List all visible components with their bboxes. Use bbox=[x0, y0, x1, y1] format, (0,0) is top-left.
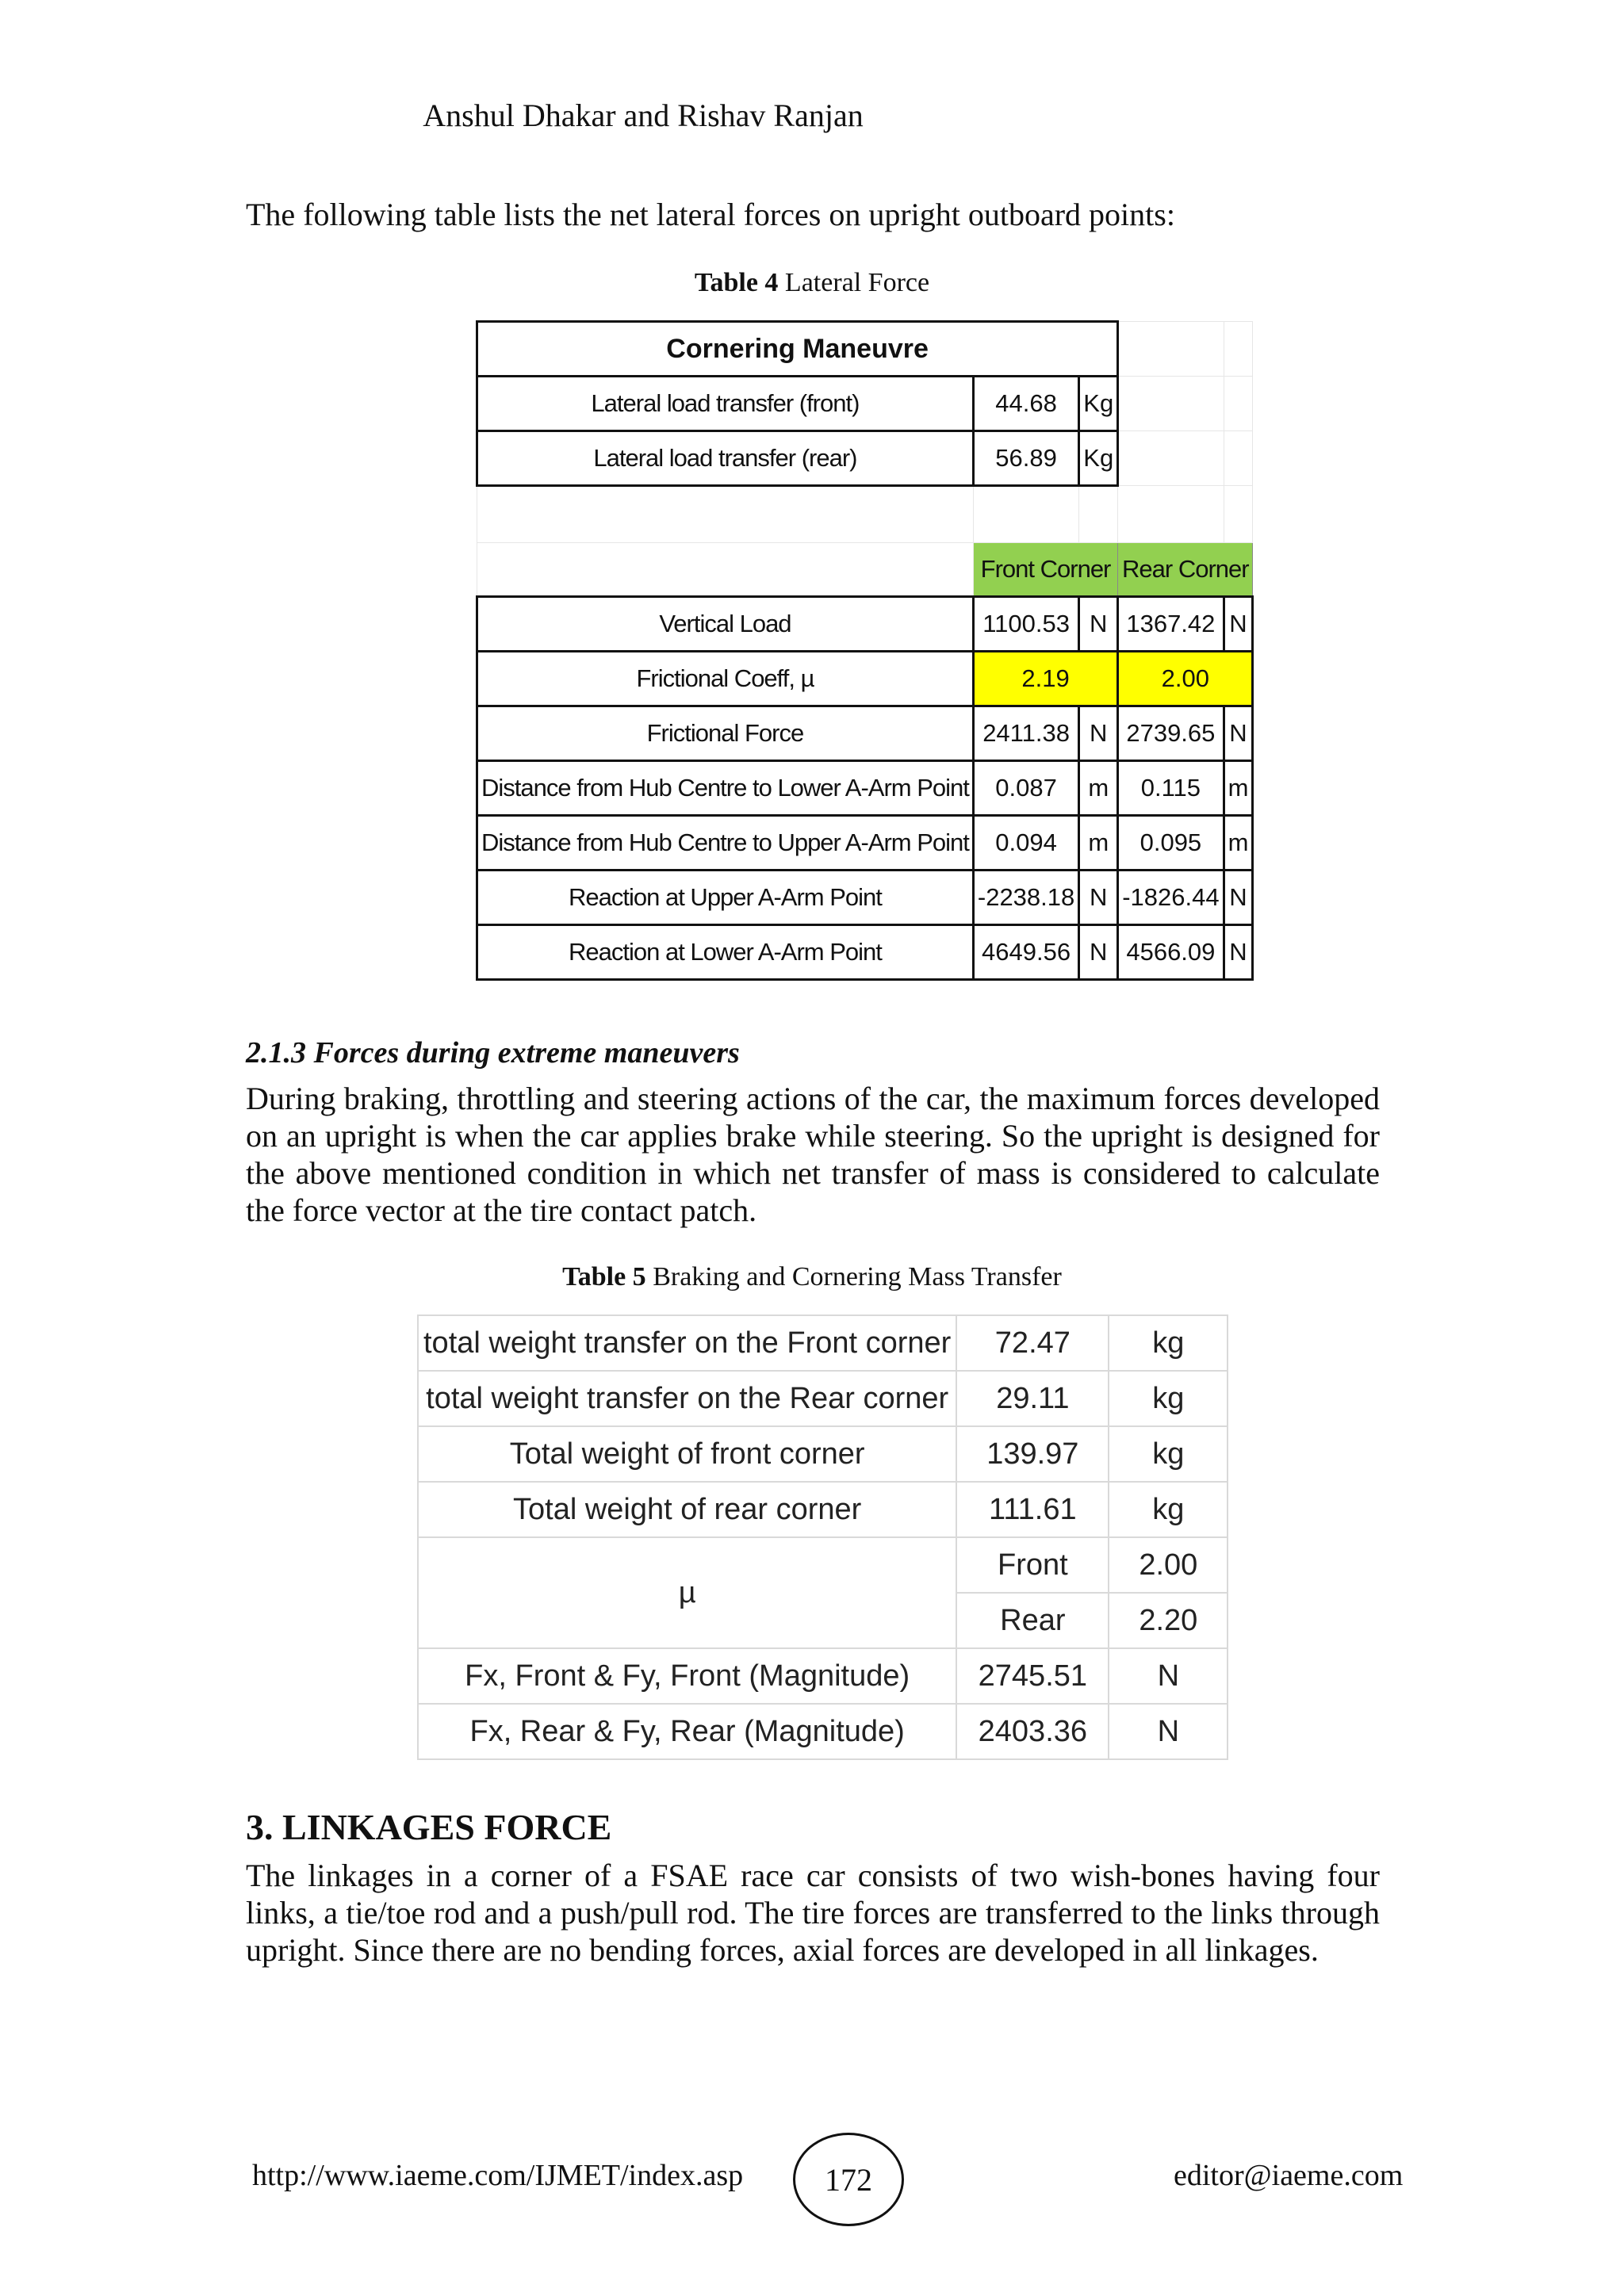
table-row bbox=[477, 761, 1253, 816]
section-3-heading: 3. LINKAGES FORCE bbox=[246, 1807, 612, 1847]
table-cell-mu-front: 2.00 bbox=[1109, 1537, 1228, 1593]
table-cell-rear: 2739.65 bbox=[1118, 706, 1224, 761]
table-cell-value: 111.61 bbox=[956, 1482, 1109, 1537]
table-cell-label: Lateral load transfer (front) bbox=[477, 377, 974, 431]
table-cell-unit: N bbox=[1224, 925, 1253, 980]
table-cell-label: Reaction at Upper A-Arm Point bbox=[477, 871, 974, 925]
table-cell-label: total weight transfer on the Front corner bbox=[418, 1315, 956, 1371]
table-cell-label: Reaction at Lower A-Arm Point bbox=[477, 925, 974, 980]
table-mass-transfer bbox=[417, 1314, 1228, 1760]
table-cell-front: 4649.56 bbox=[973, 925, 1078, 980]
table-cell-unit: N bbox=[1079, 871, 1118, 925]
table-cell-rear: -1826.44 bbox=[1118, 871, 1224, 925]
table-cell-front: 0.087 bbox=[973, 761, 1078, 816]
table-cell-unit: N bbox=[1224, 597, 1253, 652]
table-cell-rear: 4566.09 bbox=[1118, 925, 1224, 980]
table-cell-label: Vertical Load bbox=[477, 597, 974, 652]
table-row bbox=[477, 431, 1253, 486]
table-header-row bbox=[477, 543, 1253, 597]
running-head: Anshul Dhakar and Rishav Ranjan bbox=[423, 98, 864, 133]
table-cell-label: total weight transfer on the Rear corner bbox=[418, 1371, 956, 1426]
table-cell-value: 2745.51 bbox=[956, 1648, 1109, 1704]
table-cell-unit: kg bbox=[1109, 1426, 1228, 1482]
table-cell-label: Total weight of front corner bbox=[418, 1426, 956, 1482]
table-cell-front: 2411.38 bbox=[973, 706, 1078, 761]
table-cell-value: 2403.36 bbox=[956, 1704, 1109, 1759]
table-cell-unit: N bbox=[1079, 597, 1118, 652]
table-row bbox=[418, 1537, 1228, 1593]
table-row bbox=[477, 871, 1253, 925]
intro-text: The following table lists the net lateral forces on upright outboard points: bbox=[246, 197, 1175, 232]
table-cell-mu-rear-label: Rear bbox=[956, 1593, 1109, 1648]
table-cell-unit: N bbox=[1224, 871, 1253, 925]
table-cell-rear: 1367.42 bbox=[1118, 597, 1224, 652]
table-row bbox=[477, 816, 1253, 871]
table-cell-label: Distance from Hub Centre to Upper A-Arm Point bbox=[477, 816, 974, 871]
footer-email-link[interactable]: editor@iaeme.com bbox=[1174, 2159, 1404, 2192]
table-cell-unit: N bbox=[1109, 1704, 1228, 1759]
table4-title: Cornering Maneuvre bbox=[477, 322, 1118, 377]
table-cell-front: 0.094 bbox=[973, 816, 1078, 871]
page-number bbox=[793, 2133, 904, 2226]
page-number-text: 172 bbox=[825, 2161, 872, 2198]
table-cell-unit: N bbox=[1079, 706, 1118, 761]
table-cell-rear: 2.00 bbox=[1118, 652, 1253, 706]
table-row bbox=[418, 1648, 1228, 1704]
table-row bbox=[477, 377, 1253, 431]
table-cell-unit: m bbox=[1224, 816, 1253, 871]
table-row bbox=[418, 1704, 1228, 1759]
table-cell-label: Distance from Hub Centre to Lower A-Arm Point bbox=[477, 761, 974, 816]
table-cell-mu: µ bbox=[418, 1537, 956, 1648]
table-row bbox=[418, 1315, 1228, 1371]
section-213-body: During braking, throttling and steering actions of the car, the maximum forces developed on an upright is when the car applies brake while steering. So the upright is designed for the above mentioned condition in which net transfer of mass is considered to calculate the force vector at the tire contact patch. bbox=[246, 1081, 1380, 1228]
table-cell-front: 2.19 bbox=[973, 652, 1117, 706]
table-cell-label: Lateral load transfer (rear) bbox=[477, 431, 974, 486]
table-cell-value: 72.47 bbox=[956, 1315, 1109, 1371]
table-row bbox=[477, 652, 1253, 706]
table-row bbox=[477, 597, 1253, 652]
table-cell-unit: kg bbox=[1109, 1371, 1228, 1426]
table-cell-front: 1100.53 bbox=[973, 597, 1078, 652]
table-cell-rear: 0.115 bbox=[1118, 761, 1224, 816]
table-cell-unit: N bbox=[1224, 706, 1253, 761]
table5-caption bbox=[0, 1262, 1624, 1292]
table-cell-unit: m bbox=[1079, 816, 1118, 871]
table-cell-unit: N bbox=[1109, 1648, 1228, 1704]
table-cell-unit: Kg bbox=[1079, 377, 1118, 431]
table-cell-value: 29.11 bbox=[956, 1371, 1109, 1426]
footer-url-link[interactable]: http://www.iaeme.com/IJMET/index.asp bbox=[252, 2159, 744, 2192]
table-cell-rear: 0.095 bbox=[1118, 816, 1224, 871]
table-row bbox=[418, 1371, 1228, 1426]
table-cell-label: Total weight of rear corner bbox=[418, 1482, 956, 1537]
table-cell-value: 44.68 bbox=[973, 377, 1078, 431]
table-cell-label: Fx, Front & Fy, Front (Magnitude) bbox=[418, 1648, 956, 1704]
table-row bbox=[477, 706, 1253, 761]
header-rear-corner: Rear Corner bbox=[1118, 543, 1253, 597]
table-cell-label: Frictional Force bbox=[477, 706, 974, 761]
table4-caption bbox=[0, 268, 1624, 298]
table-cell-value: 56.89 bbox=[973, 431, 1078, 486]
table-cell-unit: m bbox=[1079, 761, 1118, 816]
header-front-corner: Front Corner bbox=[973, 543, 1117, 597]
table4-caption-text: Lateral Force bbox=[778, 268, 930, 297]
table-cell-mu-rear: 2.20 bbox=[1109, 1593, 1228, 1648]
table-cell-label: Frictional Coeff, µ bbox=[477, 652, 974, 706]
table-cell-unit: Kg bbox=[1079, 431, 1118, 486]
table5-caption-label: Table 5 bbox=[562, 1262, 646, 1292]
table-row bbox=[418, 1482, 1228, 1537]
table-cell-value: 139.97 bbox=[956, 1426, 1109, 1482]
table-row bbox=[477, 322, 1253, 377]
table-cell-unit: N bbox=[1079, 925, 1118, 980]
table-row bbox=[477, 925, 1253, 980]
table4-caption-label: Table 4 bbox=[694, 268, 779, 297]
table-cell-unit: m bbox=[1224, 761, 1253, 816]
table-cell-unit: kg bbox=[1109, 1315, 1228, 1371]
table5-caption-text: Braking and Cornering Mass Transfer bbox=[645, 1262, 1062, 1292]
table-row bbox=[418, 1426, 1228, 1482]
table-row-spacer bbox=[477, 486, 1253, 543]
table-cell-front: -2238.18 bbox=[973, 871, 1078, 925]
section-3-body: The linkages in a corner of a FSAE race car consists of two wish-bones having four links, a tie/toe rod and a push/pull rod. The tire forces are transferred to the links through upright. Since there are no bending forces, axial forces are developed in all linkages. bbox=[246, 1858, 1380, 1968]
table-cell-label: Fx, Rear & Fy, Rear (Magnitude) bbox=[418, 1704, 956, 1759]
section-213-heading: 2.1.3 Forces during extreme maneuvers bbox=[246, 1036, 740, 1070]
table-cell-unit: kg bbox=[1109, 1482, 1228, 1537]
table-cell-mu-front-label: Front bbox=[956, 1537, 1109, 1593]
table-lateral-force bbox=[476, 320, 1254, 981]
